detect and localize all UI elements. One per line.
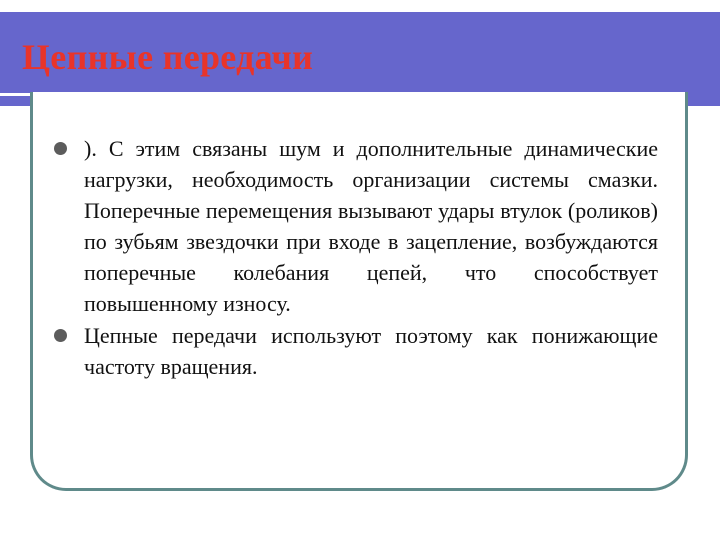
- bullet-text: Цепные передачи используют поэтому как понижающие частоту вращения.: [84, 323, 658, 379]
- bullet-icon: [54, 329, 67, 342]
- slide-title: Цепные передачи: [22, 37, 314, 77]
- content-body: [54, 133, 658, 382]
- list-item: [54, 320, 658, 382]
- list-item: [54, 133, 658, 319]
- bullet-icon: [54, 142, 67, 155]
- bullet-text: ). С этим связаны шум и дополнительные динамические нагрузки, необходимость организации системы смазки. Поперечные перемещения вызывают удары втулок (роликов) по зубьям звездочки при входе в зацепление, возбуждаются поперечные колебания цепей, что способствует повышенному износу.: [84, 136, 658, 316]
